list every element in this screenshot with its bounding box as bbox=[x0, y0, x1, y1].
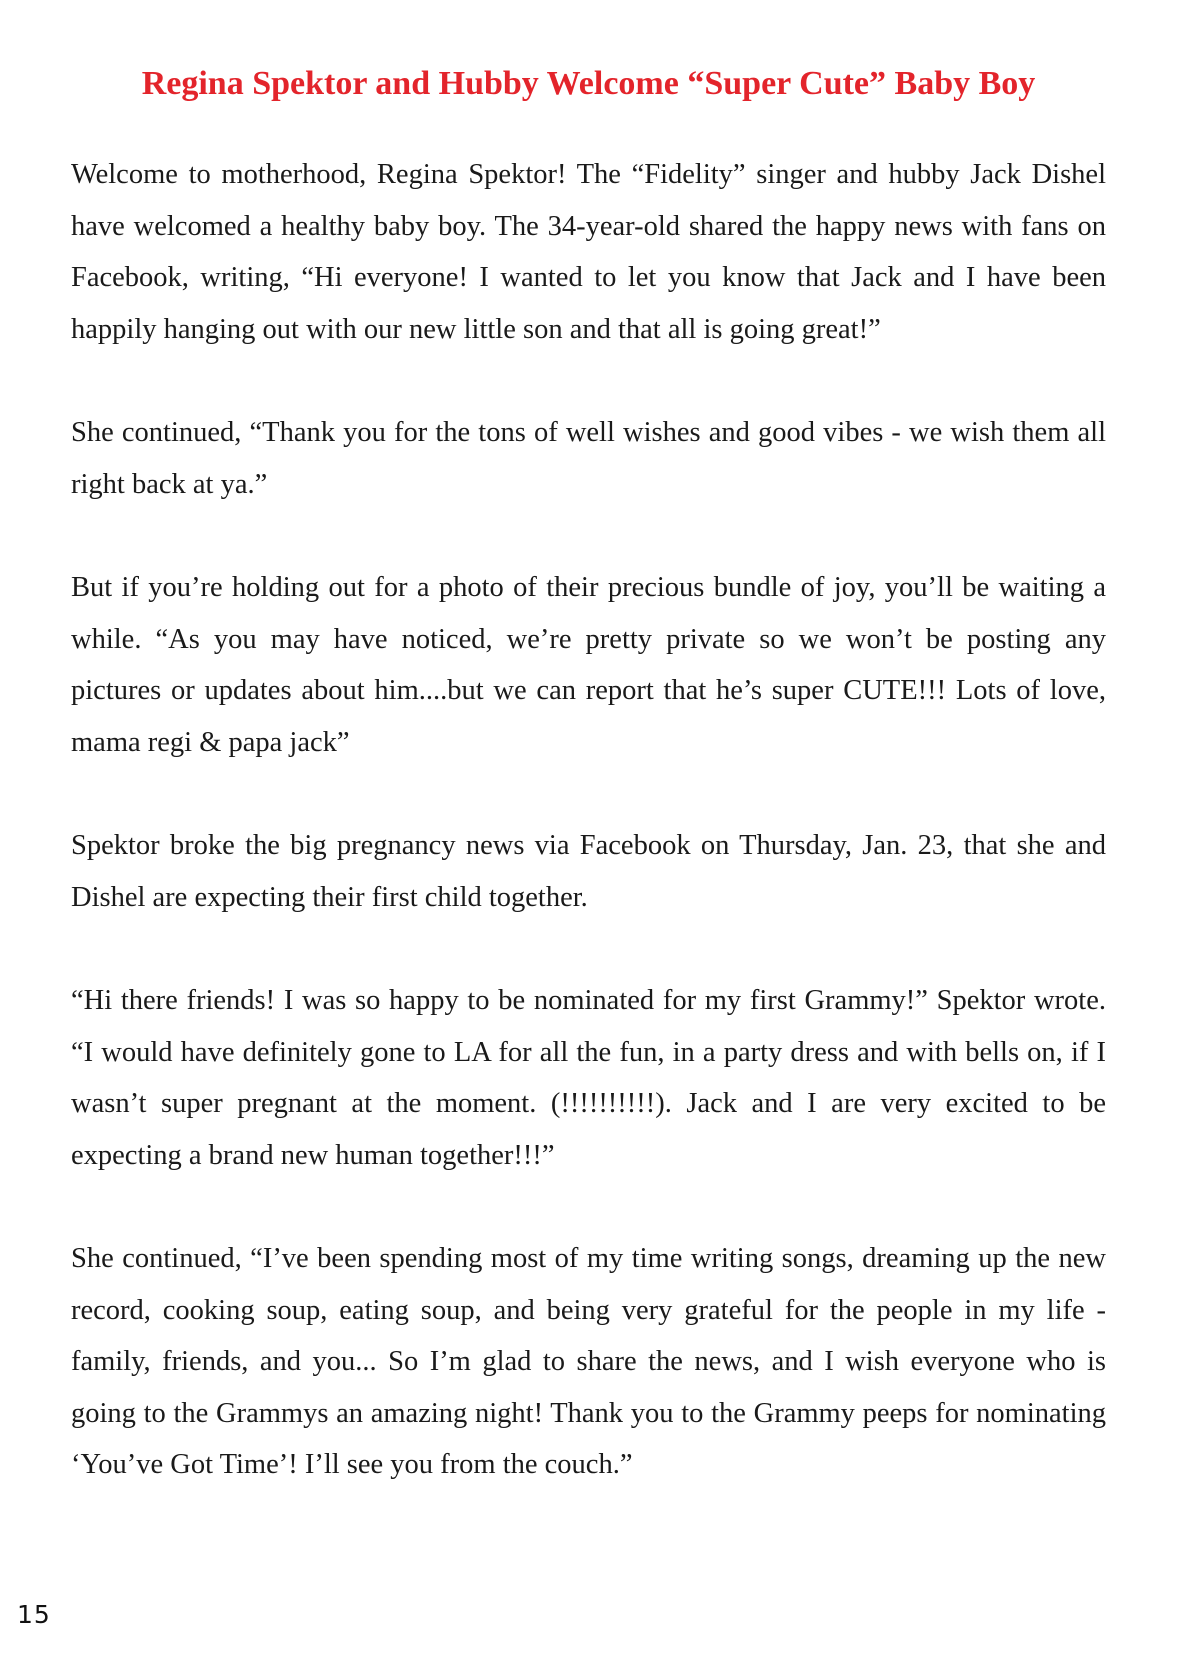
article-paragraph: “Hi there friends! I was so happy to be nominated for my first Grammy!” Spektor wrote. “I would have definitely gone to LA for all the fun, in a party dress and with bells on, if I wasn’t super pregnant at the moment. (!!!!!!!!!!). Jack and I are very excited to be expecting a brand new human together!!!” bbox=[71, 985, 1106, 1171]
article-body bbox=[71, 149, 1106, 1543]
article-paragraph: She continued, “I’ve been spending most of my time writing songs, dreaming up the new record, cooking soup, eating soup, and being very grateful for the people in my life - family, friends, and you... So I’m glad to share the news, and I wish everyone who is going to the Grammys an amazing night! Thank you to the Grammy peeps for nominating ‘You’ve Got Time’! I’ll see you from the couch.” bbox=[71, 1243, 1106, 1480]
article-title: Regina Spektor and Hubby Welcome “Super Cute” Baby Boy bbox=[141, 65, 1036, 102]
article-paragraph: Spektor broke the big pregnancy news via Facebook on Thursday, Jan. 23, that she and Dishel are expecting their first child together. bbox=[71, 830, 1106, 913]
article-paragraph: She continued, “Thank you for the tons of well wishes and good vibes - we wish them all right back at ya.” bbox=[71, 417, 1106, 500]
article-paragraph: But if you’re holding out for a photo of their precious bundle of joy, you’ll be waiting a while. “As you may have noticed, we’re pretty private so we won’t be posting any pictures or updates about him....but we can report that he’s super CUTE!!! Lots of love, mama regi & papa jack” bbox=[71, 572, 1106, 758]
page-number: 15 bbox=[17, 1600, 51, 1629]
article-paragraph: Welcome to motherhood, Regina Spektor! The “Fidelity” singer and hubby Jack Dishel have welcomed a healthy baby boy. The 34-year-old shared the happy news with fans on Facebook, writing, “Hi everyone! I wanted to let you know that Jack and I have been happily hanging out with our new little son and that all is going great!” bbox=[71, 159, 1106, 345]
